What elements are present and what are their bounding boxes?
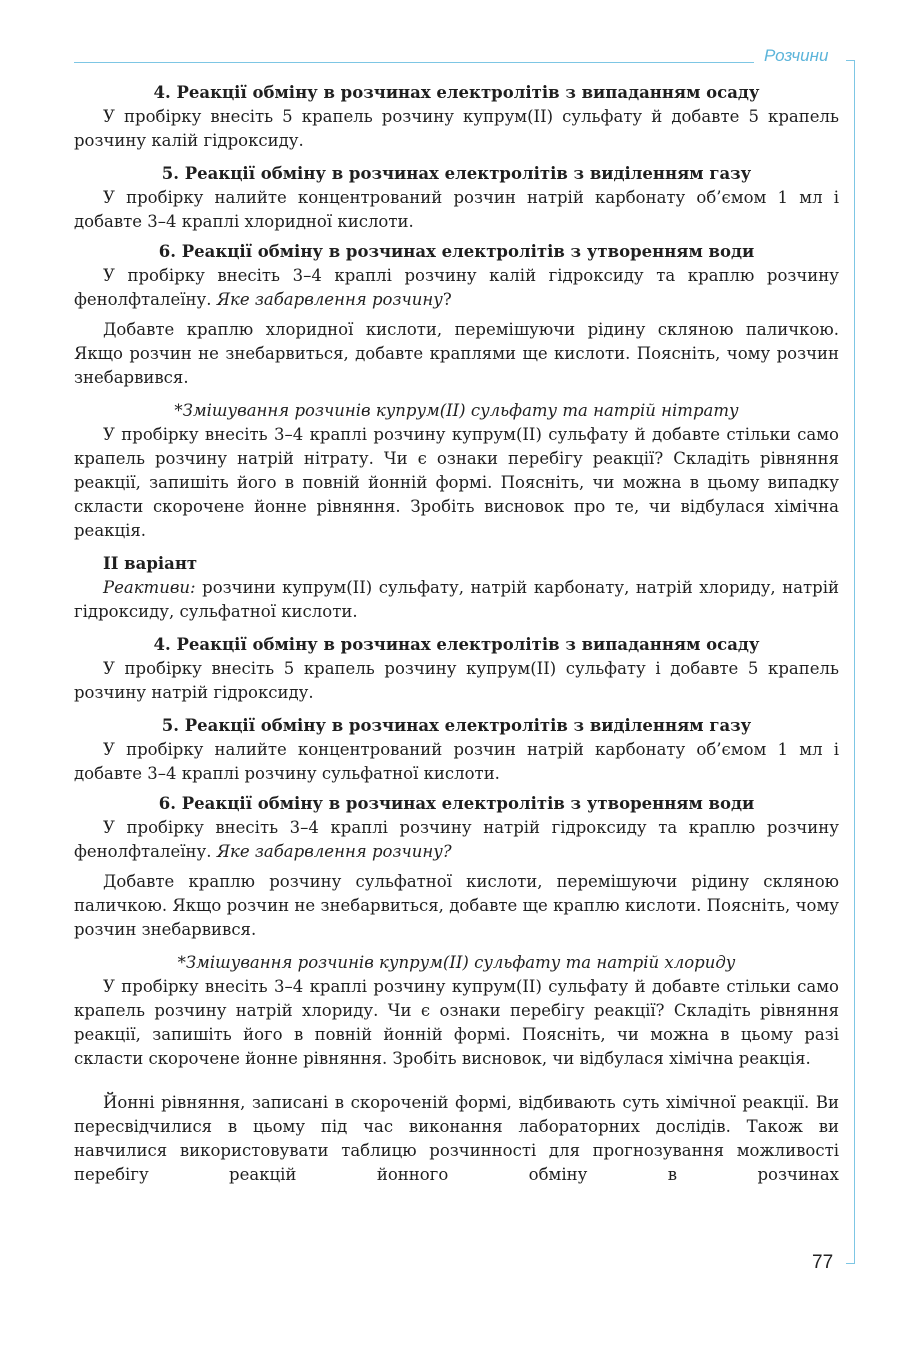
section-heading-gas-1: 5. Реакції обміну в розчинах електролітів з виділенням газу	[161, 164, 752, 183]
paragraph: У пробірку внесіть 5 крапель розчину купрум(ІІ) сульфату і добавте 5 крапель розчину натрій гідроксиду.	[74, 659, 839, 702]
page-content	[74, 81, 839, 1187]
paragraph: У пробірку внесіть 3–4 краплі розчину купрум(ІІ) сульфату й добавте стільки само крапель розчину натрій нітрату. Чи є ознаки перебігу реакції? Складіть рівняння реакції, запишіть його в повній йонній формі. Поясніть, чи можна в цьому випадку скласти скорочене йонне рівняння. Зробіть висновок про те, чи відбулася хімічна реакція.	[74, 425, 839, 540]
paragraph: У пробірку налийте концентрований розчин натрій карбонату об’ємом 1 мл і добавте 3–4 краплі хлоридної кислоти.	[74, 188, 839, 231]
paragraph: У пробірку внесіть 5 крапель розчину купрум(ІІ) сульфату й добавте 5 крапель розчину калій гідроксиду.	[74, 107, 839, 150]
question-text: Яке забарвлення розчину?	[216, 842, 452, 861]
section-heading-mixing-nitrate: *Змішування розчинів купрум(ІІ) сульфату та натрій нітрату	[174, 401, 739, 420]
variant-heading: ІІ варіант	[103, 554, 198, 573]
margin-rule-tick-top	[846, 60, 855, 61]
header-rule	[74, 62, 754, 63]
running-head: Розчини	[764, 46, 829, 65]
section-heading-water-2: 6. Реакції обміну в розчинах електролітів з утворенням води	[158, 794, 755, 813]
paragraph: У пробірку налийте концентрований розчин натрій карбонату об’ємом 1 мл і добавте 3–4 краплі розчину сульфатної кислоти.	[74, 740, 839, 783]
question-text: Яке забарвлення розчину	[216, 290, 443, 309]
paragraph: Добавте краплю розчину сульфатної кислоти, перемішуючи рідину скляною паличкою. Якщо розчин не знебарвиться, добавте ще краплю кислоти. Поясніть, чому розчин знебарвився.	[74, 872, 839, 939]
section-heading-water-1: 6. Реакції обміну в розчинах електролітів з утворенням води	[158, 242, 755, 261]
section-heading-precipitate-1: 4. Реакції обміну в розчинах електролітів з випаданням осаду	[153, 83, 760, 102]
paragraph: Добавте краплю хлоридної кислоти, перемішуючи рідину скляною паличкою. Якщо розчин не знебарвиться, добавте краплями ще кислоти. Поясніть, чому розчин знебарвився.	[74, 320, 839, 387]
paragraph: У пробірку внесіть 3–4 краплі розчину натрій гідроксиду та краплю розчину фенолфталеїну. Яке забарвлення розчину?	[74, 818, 839, 861]
section-heading-gas-2: 5. Реакції обміну в розчинах електролітів з виділенням газу	[161, 716, 752, 735]
section-heading-precipitate-2: 4. Реакції обміну в розчинах електролітів з випаданням осаду	[153, 635, 760, 654]
section-heading-mixing-chloride: *Змішування розчинів купрум(ІІ) сульфату та натрій хлориду	[177, 953, 736, 972]
paragraph: У пробірку внесіть 3–4 краплі розчину калій гідроксиду та краплю розчину фенолфталеїну. Яке забарвлення розчину?	[74, 266, 839, 309]
reagents-label: Реактиви:	[103, 578, 196, 597]
summary-paragraph: Йонні рівняння, записані в скороченій формі, відбивають суть хімічної реакції. Ви пересвідчилися в цьому під час виконання лабораторних дослідів. Також ви навчилися використовувати таблицю розчинності для прогнозування можливості перебігу реакцій йонного обміну в розчинах	[74, 1093, 839, 1184]
paragraph: У пробірку внесіть 3–4 краплі розчину купрум(ІІ) сульфату й добавте стільки само крапель розчину натрій хлориду. Чи є ознаки перебігу реакції? Складіть рівняння реакції, запишіть його в повній йонній формі. Поясніть, чи можна в цьому разі скласти скорочене йонне рівняння. Зробіть висновок, чи відбулася хімічна реакція.	[74, 977, 839, 1068]
margin-rule-tick-bottom	[846, 1263, 855, 1264]
reagents-paragraph: Реактиви: розчини купрум(ІІ) сульфату, натрій карбонату, натрій хлориду, натрій гідроксиду, сульфатної кислоти.	[74, 578, 839, 621]
page-number: 77	[812, 1252, 834, 1273]
margin-rule	[854, 60, 855, 1263]
